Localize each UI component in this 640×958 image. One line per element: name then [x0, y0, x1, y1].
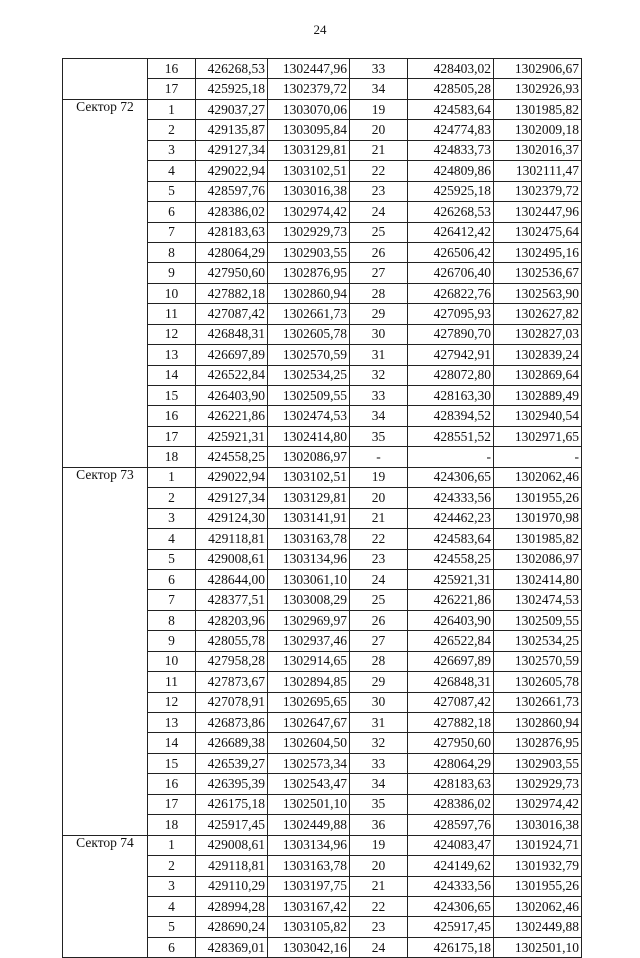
- x-coordinate-right: 424333,56: [408, 488, 494, 508]
- y-coordinate-left: 1303061,10: [268, 569, 350, 589]
- y-coordinate-right: 1302062,46: [494, 896, 582, 916]
- x-coordinate-left: 429008,61: [196, 835, 268, 855]
- y-coordinate-right: 1302839,24: [494, 345, 582, 365]
- point-number-right: 34: [350, 406, 408, 426]
- y-coordinate-left: 1303141,91: [268, 508, 350, 528]
- x-coordinate-right: 425925,18: [408, 181, 494, 201]
- x-coordinate-left: 428183,63: [196, 222, 268, 242]
- y-coordinate-right: 1302827,03: [494, 324, 582, 344]
- point-number-right: 31: [350, 713, 408, 733]
- x-coordinate-left: 429022,94: [196, 467, 268, 487]
- point-number-left: 8: [148, 610, 196, 630]
- y-coordinate-left: 1303042,16: [268, 937, 350, 957]
- y-coordinate-right: 1301932,79: [494, 856, 582, 876]
- y-coordinate-right: 1301955,26: [494, 488, 582, 508]
- point-number-left: 18: [148, 815, 196, 835]
- x-coordinate-right: 426848,31: [408, 672, 494, 692]
- point-number-right: 24: [350, 202, 408, 222]
- x-coordinate-right: 428064,29: [408, 753, 494, 773]
- point-number-right: 20: [350, 488, 408, 508]
- sector-label: Сектор 72: [63, 99, 148, 467]
- x-coordinate-left: 427873,67: [196, 672, 268, 692]
- x-coordinate-left: 426689,38: [196, 733, 268, 753]
- x-coordinate-right: 424833,73: [408, 140, 494, 160]
- table-row: [63, 467, 582, 487]
- x-coordinate-left: 426268,53: [196, 59, 268, 79]
- y-coordinate-left: 1302086,97: [268, 447, 350, 467]
- point-number-right: 35: [350, 794, 408, 814]
- point-number-right: 19: [350, 99, 408, 119]
- y-coordinate-right: 1302534,25: [494, 631, 582, 651]
- point-number-left: 8: [148, 242, 196, 262]
- y-coordinate-left: 1303129,81: [268, 140, 350, 160]
- x-coordinate-right: 424462,23: [408, 508, 494, 528]
- y-coordinate-right: 1302971,65: [494, 426, 582, 446]
- y-coordinate-right: 1302509,55: [494, 610, 582, 630]
- point-number-left: 15: [148, 753, 196, 773]
- x-coordinate-right: 424306,65: [408, 896, 494, 916]
- point-number-right: 30: [350, 692, 408, 712]
- point-number-left: 7: [148, 222, 196, 242]
- x-coordinate-left: 428386,02: [196, 202, 268, 222]
- y-coordinate-left: 1303070,06: [268, 99, 350, 119]
- x-coordinate-left: 426221,86: [196, 406, 268, 426]
- y-coordinate-left: 1302534,25: [268, 365, 350, 385]
- x-coordinate-right: 428386,02: [408, 794, 494, 814]
- point-number-right: 24: [350, 937, 408, 957]
- x-coordinate-left: 429037,27: [196, 99, 268, 119]
- point-number-left: 4: [148, 529, 196, 549]
- point-number-right: 35: [350, 426, 408, 446]
- point-number-right: 23: [350, 549, 408, 569]
- x-coordinate-right: 428505,28: [408, 79, 494, 99]
- point-number-left: 17: [148, 426, 196, 446]
- x-coordinate-left: 428597,76: [196, 181, 268, 201]
- point-number-left: 10: [148, 651, 196, 671]
- y-coordinate-right: 1302876,95: [494, 733, 582, 753]
- x-coordinate-left: 427958,28: [196, 651, 268, 671]
- point-number-right: 28: [350, 651, 408, 671]
- y-coordinate-right: 1302889,49: [494, 386, 582, 406]
- point-number-right: 22: [350, 896, 408, 916]
- x-coordinate-right: 424583,64: [408, 99, 494, 119]
- x-coordinate-right: 428403,02: [408, 59, 494, 79]
- point-number-left: 3: [148, 876, 196, 896]
- x-coordinate-left: 429118,81: [196, 529, 268, 549]
- y-coordinate-left: 1303102,51: [268, 467, 350, 487]
- point-number-left: 15: [148, 386, 196, 406]
- table-row: [63, 59, 582, 79]
- point-number-left: 14: [148, 365, 196, 385]
- y-coordinate-left: 1302974,42: [268, 202, 350, 222]
- x-coordinate-left: 426395,39: [196, 774, 268, 794]
- y-coordinate-left: 1302570,59: [268, 345, 350, 365]
- x-coordinate-right: 427950,60: [408, 733, 494, 753]
- y-coordinate-right: 1302661,73: [494, 692, 582, 712]
- x-coordinate-right: 426706,40: [408, 263, 494, 283]
- x-coordinate-right: 424583,64: [408, 529, 494, 549]
- y-coordinate-left: 1303167,42: [268, 896, 350, 916]
- y-coordinate-right: 1302474,53: [494, 590, 582, 610]
- x-coordinate-left: 426175,18: [196, 794, 268, 814]
- x-coordinate-left: 427950,60: [196, 263, 268, 283]
- x-coordinate-right: 428394,52: [408, 406, 494, 426]
- point-number-right: 26: [350, 242, 408, 262]
- y-coordinate-left: 1302573,34: [268, 753, 350, 773]
- point-number-left: 1: [148, 99, 196, 119]
- x-coordinate-left: 429127,34: [196, 488, 268, 508]
- x-coordinate-left: 429022,94: [196, 161, 268, 181]
- x-coordinate-left: 428377,51: [196, 590, 268, 610]
- y-coordinate-right: 1302475,64: [494, 222, 582, 242]
- x-coordinate-left: 429127,34: [196, 140, 268, 160]
- y-coordinate-left: 1303008,29: [268, 590, 350, 610]
- y-coordinate-right: 1302605,78: [494, 672, 582, 692]
- y-coordinate-left: 1302929,73: [268, 222, 350, 242]
- x-coordinate-right: 426403,90: [408, 610, 494, 630]
- point-number-right: 29: [350, 304, 408, 324]
- sector-label: [63, 59, 148, 100]
- point-number-left: 12: [148, 324, 196, 344]
- y-coordinate-left: 1302914,65: [268, 651, 350, 671]
- y-coordinate-right: 1302111,47: [494, 161, 582, 181]
- x-coordinate-left: 429118,81: [196, 856, 268, 876]
- x-coordinate-right: 426522,84: [408, 631, 494, 651]
- point-number-left: 1: [148, 467, 196, 487]
- point-number-left: 16: [148, 59, 196, 79]
- y-coordinate-left: 1303129,81: [268, 488, 350, 508]
- x-coordinate-right: 424774,83: [408, 120, 494, 140]
- point-number-left: 17: [148, 79, 196, 99]
- y-coordinate-right: 1303016,38: [494, 815, 582, 835]
- x-coordinate-left: 426522,84: [196, 365, 268, 385]
- x-coordinate-right: 426412,42: [408, 222, 494, 242]
- x-coordinate-left: 427882,18: [196, 283, 268, 303]
- y-coordinate-left: 1302860,94: [268, 283, 350, 303]
- y-coordinate-right: 1302869,64: [494, 365, 582, 385]
- point-number-right: 29: [350, 672, 408, 692]
- point-number-left: 16: [148, 406, 196, 426]
- table-row: [63, 835, 582, 855]
- point-number-left: 3: [148, 508, 196, 528]
- point-number-right: 36: [350, 815, 408, 835]
- point-number-right: 32: [350, 733, 408, 753]
- point-number-left: 14: [148, 733, 196, 753]
- y-coordinate-right: 1302627,82: [494, 304, 582, 324]
- y-coordinate-left: 1303134,96: [268, 549, 350, 569]
- y-coordinate-right: 1302009,18: [494, 120, 582, 140]
- x-coordinate-right: 428183,63: [408, 774, 494, 794]
- point-number-left: 6: [148, 937, 196, 957]
- x-coordinate-right: 427890,70: [408, 324, 494, 344]
- y-coordinate-left: 1302501,10: [268, 794, 350, 814]
- x-coordinate-right: 425917,45: [408, 917, 494, 937]
- point-number-left: 9: [148, 263, 196, 283]
- y-coordinate-left: 1302937,46: [268, 631, 350, 651]
- y-coordinate-right: 1302926,93: [494, 79, 582, 99]
- y-coordinate-right: 1302062,46: [494, 467, 582, 487]
- y-coordinate-left: 1303095,84: [268, 120, 350, 140]
- x-coordinate-left: 425917,45: [196, 815, 268, 835]
- x-coordinate-right: 426822,76: [408, 283, 494, 303]
- x-coordinate-right: 427087,42: [408, 692, 494, 712]
- y-coordinate-right: 1302016,37: [494, 140, 582, 160]
- point-number-right: 21: [350, 140, 408, 160]
- point-number-right: 34: [350, 79, 408, 99]
- point-number-left: 5: [148, 181, 196, 201]
- point-number-right: 19: [350, 467, 408, 487]
- y-coordinate-right: 1301985,82: [494, 99, 582, 119]
- point-number-right: 33: [350, 386, 408, 406]
- y-coordinate-right: 1302501,10: [494, 937, 582, 957]
- x-coordinate-left: 429008,61: [196, 549, 268, 569]
- table-row: [63, 99, 582, 119]
- point-number-right: 24: [350, 569, 408, 589]
- point-number-left: 1: [148, 835, 196, 855]
- x-coordinate-right: 428072,80: [408, 365, 494, 385]
- x-coordinate-right: 426268,53: [408, 202, 494, 222]
- point-number-left: 5: [148, 917, 196, 937]
- y-coordinate-right: 1302940,54: [494, 406, 582, 426]
- x-coordinate-left: 426697,89: [196, 345, 268, 365]
- y-coordinate-left: 1302894,85: [268, 672, 350, 692]
- y-coordinate-right: 1301970,98: [494, 508, 582, 528]
- point-number-left: 7: [148, 590, 196, 610]
- y-coordinate-left: 1302543,47: [268, 774, 350, 794]
- point-number-right: 27: [350, 631, 408, 651]
- point-number-left: 2: [148, 120, 196, 140]
- y-coordinate-left: 1302474,53: [268, 406, 350, 426]
- y-coordinate-left: 1302604,50: [268, 733, 350, 753]
- x-coordinate-left: 425925,18: [196, 79, 268, 99]
- point-number-right: 33: [350, 59, 408, 79]
- point-number-left: 6: [148, 202, 196, 222]
- x-coordinate-right: -: [408, 447, 494, 467]
- y-coordinate-left: 1302969,97: [268, 610, 350, 630]
- x-coordinate-left: 426403,90: [196, 386, 268, 406]
- x-coordinate-left: 428690,24: [196, 917, 268, 937]
- x-coordinate-right: 424809,86: [408, 161, 494, 181]
- x-coordinate-left: 428055,78: [196, 631, 268, 651]
- x-coordinate-right: 424333,56: [408, 876, 494, 896]
- y-coordinate-right: 1301985,82: [494, 529, 582, 549]
- y-coordinate-right: 1302495,16: [494, 242, 582, 262]
- point-number-right: 21: [350, 508, 408, 528]
- point-number-right: 21: [350, 876, 408, 896]
- point-number-left: 12: [148, 692, 196, 712]
- y-coordinate-left: 1303197,75: [268, 876, 350, 896]
- point-number-right: 20: [350, 120, 408, 140]
- y-coordinate-right: 1302974,42: [494, 794, 582, 814]
- point-number-right: 25: [350, 590, 408, 610]
- x-coordinate-left: 429110,29: [196, 876, 268, 896]
- point-number-right: 23: [350, 917, 408, 937]
- y-coordinate-right: 1302903,55: [494, 753, 582, 773]
- sector-label: Сектор 73: [63, 467, 148, 835]
- y-coordinate-left: 1303134,96: [268, 835, 350, 855]
- point-number-right: 30: [350, 324, 408, 344]
- sector-label: Сектор 74: [63, 835, 148, 958]
- y-coordinate-left: 1302414,80: [268, 426, 350, 446]
- y-coordinate-left: 1303105,82: [268, 917, 350, 937]
- point-number-right: -: [350, 447, 408, 467]
- x-coordinate-left: 428064,29: [196, 242, 268, 262]
- y-coordinate-right: 1302449,88: [494, 917, 582, 937]
- x-coordinate-right: 428551,52: [408, 426, 494, 446]
- point-number-right: 22: [350, 161, 408, 181]
- y-coordinate-left: 1303163,78: [268, 856, 350, 876]
- x-coordinate-right: 428163,30: [408, 386, 494, 406]
- y-coordinate-left: 1302449,88: [268, 815, 350, 835]
- y-coordinate-left: 1302903,55: [268, 242, 350, 262]
- y-coordinate-right: 1302570,59: [494, 651, 582, 671]
- point-number-right: 22: [350, 529, 408, 549]
- x-coordinate-right: 426506,42: [408, 242, 494, 262]
- x-coordinate-right: 424149,62: [408, 856, 494, 876]
- x-coordinate-left: 425921,31: [196, 426, 268, 446]
- y-coordinate-left: 1302605,78: [268, 324, 350, 344]
- y-coordinate-right: 1301955,26: [494, 876, 582, 896]
- x-coordinate-right: 425921,31: [408, 569, 494, 589]
- point-number-right: 31: [350, 345, 408, 365]
- x-coordinate-right: 424306,65: [408, 467, 494, 487]
- y-coordinate-right: 1302447,96: [494, 202, 582, 222]
- x-coordinate-right: 428597,76: [408, 815, 494, 835]
- point-number-left: 3: [148, 140, 196, 160]
- point-number-left: 13: [148, 345, 196, 365]
- point-number-right: 25: [350, 222, 408, 242]
- y-coordinate-left: 1302379,72: [268, 79, 350, 99]
- point-number-left: 4: [148, 161, 196, 181]
- y-coordinate-right: 1302929,73: [494, 774, 582, 794]
- y-coordinate-right: 1302906,67: [494, 59, 582, 79]
- x-coordinate-right: 427942,91: [408, 345, 494, 365]
- point-number-left: 4: [148, 896, 196, 916]
- x-coordinate-right: 426221,86: [408, 590, 494, 610]
- y-coordinate-right: 1302536,67: [494, 263, 582, 283]
- x-coordinate-left: 429124,30: [196, 508, 268, 528]
- x-coordinate-right: 427882,18: [408, 713, 494, 733]
- x-coordinate-right: 427095,93: [408, 304, 494, 324]
- x-coordinate-left: 428644,00: [196, 569, 268, 589]
- point-number-right: 34: [350, 774, 408, 794]
- point-number-left: 11: [148, 672, 196, 692]
- x-coordinate-right: 424558,25: [408, 549, 494, 569]
- point-number-left: 17: [148, 794, 196, 814]
- x-coordinate-left: 428369,01: [196, 937, 268, 957]
- point-number-left: 18: [148, 447, 196, 467]
- y-coordinate-right: 1302563,90: [494, 283, 582, 303]
- x-coordinate-right: 426697,89: [408, 651, 494, 671]
- point-number-right: 19: [350, 835, 408, 855]
- y-coordinate-left: 1302647,67: [268, 713, 350, 733]
- y-coordinate-left: 1303163,78: [268, 529, 350, 549]
- y-coordinate-left: 1302447,96: [268, 59, 350, 79]
- point-number-left: 13: [148, 713, 196, 733]
- x-coordinate-right: 424083,47: [408, 835, 494, 855]
- x-coordinate-left: 426848,31: [196, 324, 268, 344]
- point-number-right: 27: [350, 263, 408, 283]
- x-coordinate-right: 426175,18: [408, 937, 494, 957]
- y-coordinate-left: 1302695,65: [268, 692, 350, 712]
- x-coordinate-left: 426539,27: [196, 753, 268, 773]
- y-coordinate-left: 1302876,95: [268, 263, 350, 283]
- point-number-left: 6: [148, 569, 196, 589]
- page-number: 24: [313, 22, 327, 37]
- coordinates-table: [62, 58, 582, 958]
- point-number-left: 11: [148, 304, 196, 324]
- y-coordinate-left: 1303102,51: [268, 161, 350, 181]
- y-coordinate-right: 1302414,80: [494, 569, 582, 589]
- point-number-right: 33: [350, 753, 408, 773]
- point-number-left: 5: [148, 549, 196, 569]
- y-coordinate-left: 1302661,73: [268, 304, 350, 324]
- x-coordinate-left: 426873,86: [196, 713, 268, 733]
- point-number-left: 9: [148, 631, 196, 651]
- x-coordinate-left: 428994,28: [196, 896, 268, 916]
- x-coordinate-left: 424558,25: [196, 447, 268, 467]
- point-number-right: 28: [350, 283, 408, 303]
- point-number-left: 2: [148, 488, 196, 508]
- point-number-left: 10: [148, 283, 196, 303]
- y-coordinate-right: 1302860,94: [494, 713, 582, 733]
- y-coordinate-right: -: [494, 447, 582, 467]
- x-coordinate-left: 427087,42: [196, 304, 268, 324]
- y-coordinate-right: 1301924,71: [494, 835, 582, 855]
- x-coordinate-left: 428203,96: [196, 610, 268, 630]
- x-coordinate-left: 427078,91: [196, 692, 268, 712]
- point-number-right: 26: [350, 610, 408, 630]
- point-number-left: 2: [148, 856, 196, 876]
- y-coordinate-left: 1302509,55: [268, 386, 350, 406]
- coordinates-table-body: [63, 59, 582, 958]
- point-number-right: 20: [350, 856, 408, 876]
- point-number-right: 32: [350, 365, 408, 385]
- point-number-right: 23: [350, 181, 408, 201]
- x-coordinate-left: 429135,87: [196, 120, 268, 140]
- y-coordinate-right: 1302086,97: [494, 549, 582, 569]
- y-coordinate-right: 1302379,72: [494, 181, 582, 201]
- y-coordinate-left: 1303016,38: [268, 181, 350, 201]
- point-number-left: 16: [148, 774, 196, 794]
